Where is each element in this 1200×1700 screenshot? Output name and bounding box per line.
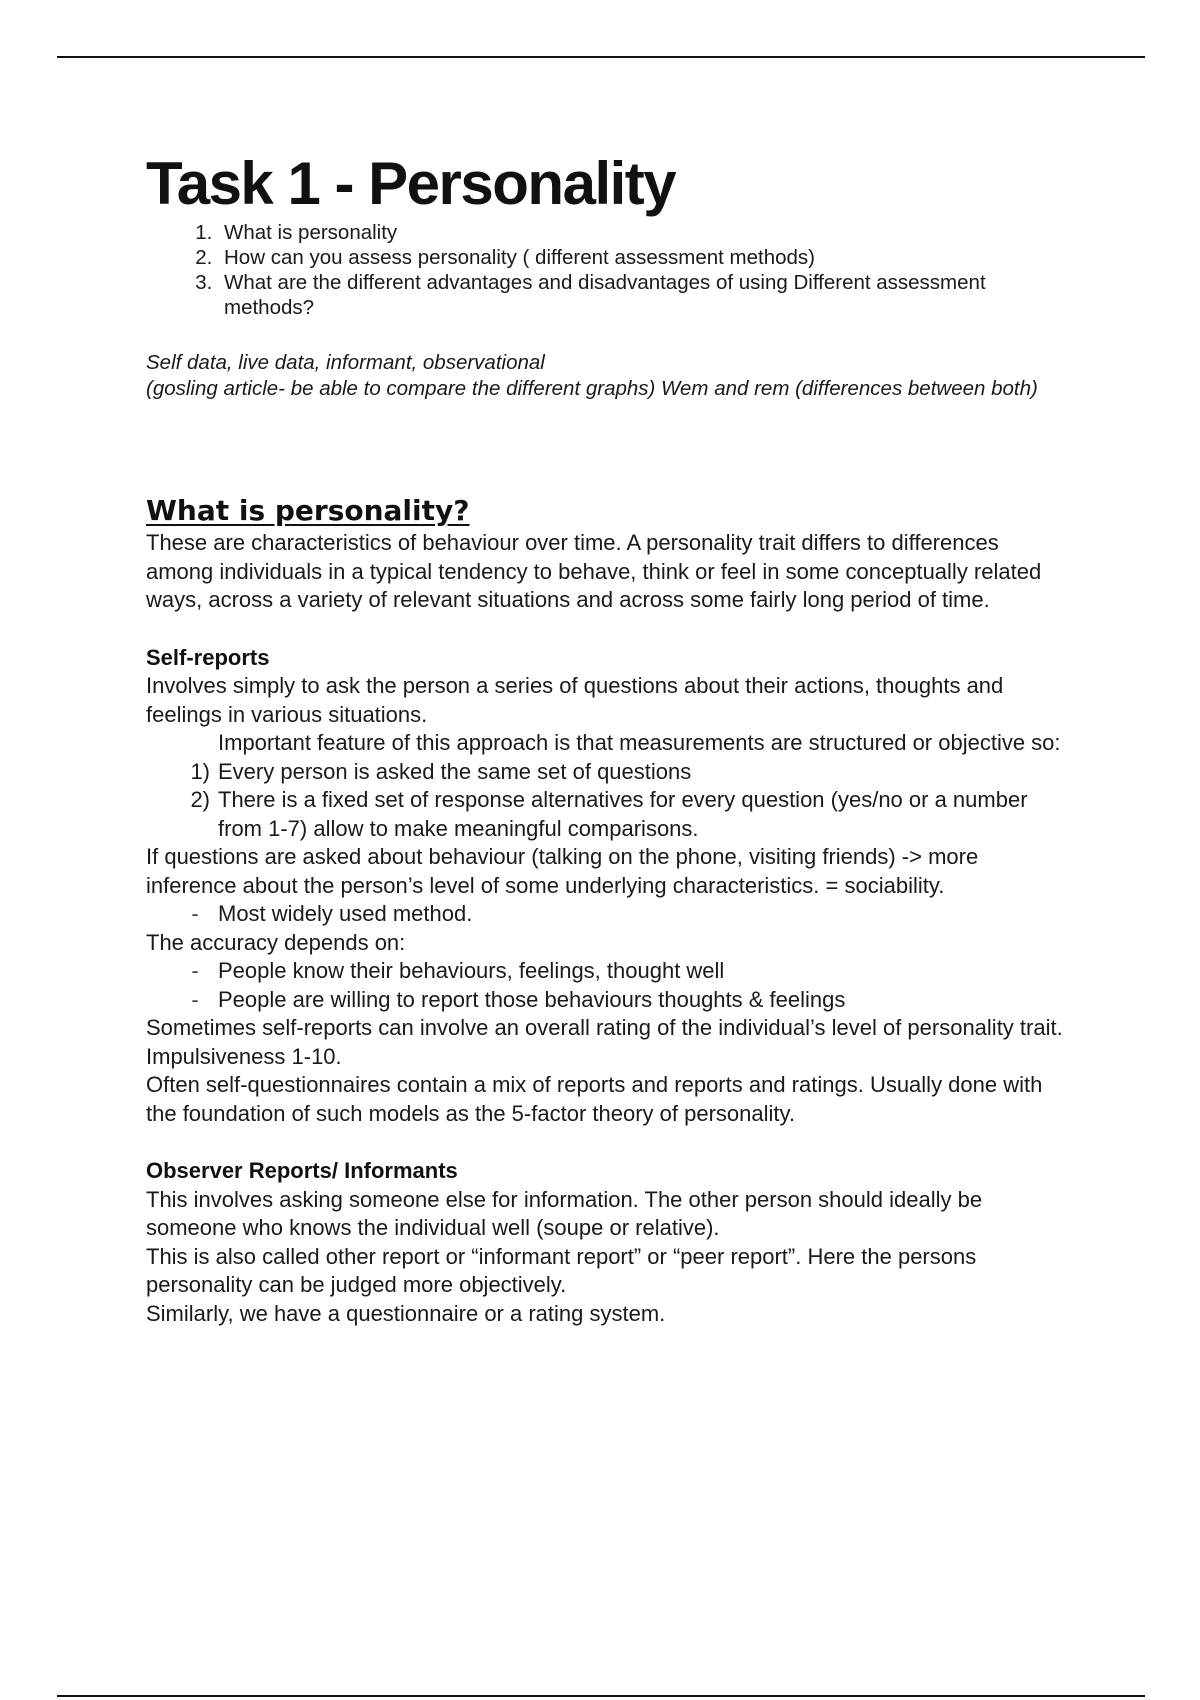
list-item bbox=[146, 986, 1066, 1015]
list-item-text: People are willing to report those behaviours thoughts & feelings bbox=[218, 986, 846, 1012]
paragraph: The accuracy depends on: bbox=[146, 929, 406, 955]
list-item bbox=[146, 957, 1066, 986]
paragraph: Impulsiveness 1-10. bbox=[146, 1043, 342, 1069]
dash-list bbox=[146, 900, 1066, 929]
paragraph: Often self-questionnaires contain a mix of reports and reports and ratings. Usually done with the foundation of such models as the 5-factor theory of personality. bbox=[146, 1072, 1043, 1126]
task-item: 2. How can you assess personality ( different assessment methods) bbox=[218, 245, 1066, 270]
paragraph: Important feature of this approach is that measurements are structured or objective so: bbox=[218, 730, 1061, 755]
intro-paragraph: These are characteristics of behaviour over time. A personality trait differs to differences among individuals in a typical tendency to behave, think or feel in some conceptually related ways, across a variety of relevant situations and across some fairly long period of time. bbox=[146, 530, 1042, 612]
dash-marker: - bbox=[191, 986, 199, 1012]
page-title: Task 1 - Personality bbox=[146, 150, 676, 217]
list-item bbox=[146, 786, 1066, 843]
paragraph: Involves simply to ask the person a series of questions about their actions, thoughts and feelings in various situations. bbox=[146, 673, 1004, 727]
observer-reports-heading: Observer Reports/ Informants bbox=[146, 1158, 458, 1183]
list-item-text: There is a fixed set of response alternatives for every question (yes/no or a number from 1-7) allow to make meaningful comparisons. bbox=[218, 787, 1028, 841]
dash-marker: - bbox=[191, 958, 199, 983]
task-item: 3. What are the different advantages and disadvantages of using Different assessment methods? bbox=[218, 270, 1066, 320]
paragraph: This is also called other report or “informant report” or “peer report”. Here the persons personality can be judged more objectively. bbox=[146, 1243, 977, 1297]
self-reports-heading: Self-reports bbox=[146, 644, 270, 670]
list-item bbox=[146, 900, 1066, 929]
task-list bbox=[146, 220, 1066, 320]
list-item-text: Most widely used method. bbox=[218, 901, 473, 926]
document-body bbox=[146, 150, 1066, 1328]
italic-notes bbox=[146, 350, 1066, 401]
bottom-rule bbox=[57, 1695, 1145, 1697]
dash-marker: - bbox=[191, 901, 199, 926]
top-rule bbox=[57, 56, 1145, 58]
section-heading: What is personality? bbox=[146, 494, 470, 527]
list-item bbox=[146, 758, 1066, 787]
note-line: (gosling article- be able to compare the different graphs) Wem and rem (differences between both) bbox=[146, 376, 1038, 400]
list-item-text: People know their behaviours, feelings, thought well bbox=[218, 958, 725, 983]
task-item: 1. What is personality bbox=[218, 220, 1066, 245]
paragraph: Similarly, we have a questionnaire or a rating system. bbox=[146, 1300, 666, 1326]
dash-list bbox=[146, 957, 1066, 1014]
note-line: Self data, live data, informant, observational bbox=[146, 351, 545, 374]
list-item-text: Every person is asked the same set of questions bbox=[218, 758, 692, 784]
paragraph: Sometimes self-reports can involve an overall rating of the individual’s level of personality trait. bbox=[146, 1015, 1063, 1040]
list-marker: 1) bbox=[190, 758, 210, 784]
list-marker: 2) bbox=[190, 787, 210, 812]
numbered-list bbox=[146, 758, 1066, 844]
paragraph: This involves asking someone else for information. The other person should ideally be someone who knows the individual well (soupe or relative). bbox=[146, 1186, 983, 1240]
paragraph: If questions are asked about behaviour (talking on the phone, visiting friends) -> more inference about the person’s level of some underlying characteristics. = sociability. bbox=[146, 844, 979, 898]
